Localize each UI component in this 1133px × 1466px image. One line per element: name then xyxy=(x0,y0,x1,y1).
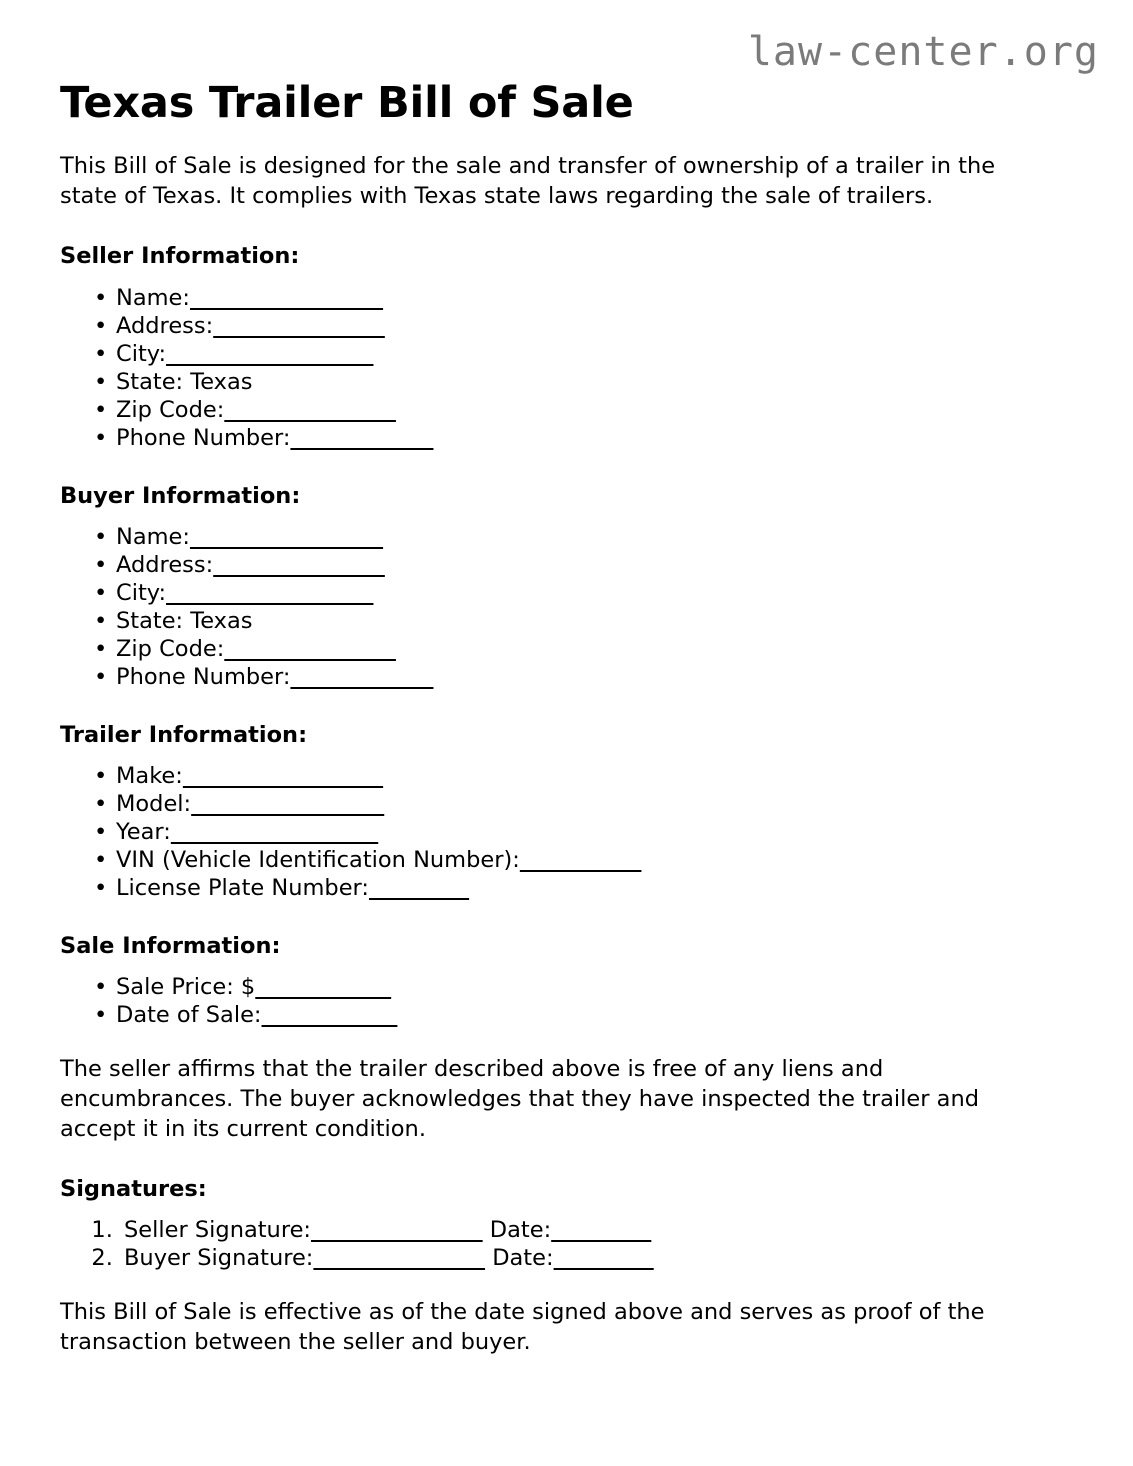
field-row xyxy=(116,523,1073,551)
field-label: Model: xyxy=(116,791,192,818)
field-blank-line[interactable] xyxy=(224,636,396,662)
signature-list xyxy=(60,1216,1073,1272)
affirmation-paragraph: The seller affirms that the trailer described above is free of any liens and encumbrances. The buyer acknowledges that they have inspected the trailer and accept it in its current condition. xyxy=(60,1056,980,1143)
field-blank-line[interactable] xyxy=(290,425,433,451)
field-label: Make: xyxy=(116,763,183,790)
field-row xyxy=(116,818,1073,846)
field-row xyxy=(116,551,1073,579)
field-blank-line[interactable] xyxy=(255,974,391,1000)
signature-row xyxy=(120,1244,1073,1272)
field-blank-line[interactable] xyxy=(369,875,469,901)
field-row xyxy=(116,762,1073,790)
field-label: Date of Sale: xyxy=(116,1002,262,1029)
field-value: Texas xyxy=(183,368,253,395)
signature-row xyxy=(120,1216,1073,1244)
trailer-field-list xyxy=(60,762,1073,902)
field-label: Zip Code: xyxy=(116,396,225,423)
field-label: Year: xyxy=(116,819,171,846)
field-label: Name: xyxy=(116,284,190,311)
field-label: Address: xyxy=(116,312,214,339)
field-row xyxy=(116,396,1073,424)
site-watermark: law-center.org xyxy=(747,29,1099,75)
field-blank-line[interactable] xyxy=(213,313,385,339)
field-row xyxy=(116,340,1073,368)
field-blank-line[interactable] xyxy=(224,397,396,423)
signatures-heading: Signatures: xyxy=(60,1176,207,1203)
signature-date-blank-line[interactable] xyxy=(554,1245,654,1271)
field-blank-line[interactable] xyxy=(166,580,373,606)
signature-blank-line[interactable] xyxy=(311,1217,483,1243)
seller-field-list xyxy=(60,284,1073,452)
field-label: Zip Code: xyxy=(116,635,225,662)
field-blank-line[interactable] xyxy=(171,819,378,845)
signature-blank-line[interactable] xyxy=(313,1245,485,1271)
signature-date-blank-line[interactable] xyxy=(551,1217,651,1243)
field-blank-line[interactable] xyxy=(191,791,384,817)
field-label: Sale Price: $ xyxy=(116,974,256,1001)
field-row xyxy=(116,790,1073,818)
field-row xyxy=(116,424,1073,452)
signature-label: Buyer Signature: xyxy=(124,1245,314,1272)
field-row xyxy=(116,874,1073,902)
field-label: City: xyxy=(116,340,167,367)
field-row xyxy=(116,368,1073,396)
field-row xyxy=(116,846,1073,874)
field-blank-line[interactable] xyxy=(166,341,373,367)
field-value: Texas xyxy=(183,607,253,634)
field-row xyxy=(116,284,1073,312)
field-row xyxy=(116,579,1073,607)
field-label: State: xyxy=(116,368,184,395)
field-blank-line[interactable] xyxy=(213,552,385,578)
field-label: VIN (Vehicle Identification Number): xyxy=(116,847,520,874)
signature-label: Seller Signature: xyxy=(124,1217,311,1244)
signature-date-label: Date: xyxy=(482,1217,552,1244)
sale-information-heading: Sale Information: xyxy=(60,933,281,960)
effective-paragraph: This Bill of Sale is effective as of the date signed above and serves as proof of the transaction between the seller and buyer. xyxy=(60,1299,985,1356)
page-title: Texas Trailer Bill of Sale xyxy=(60,78,634,128)
field-row xyxy=(116,635,1073,663)
field-label: City: xyxy=(116,579,167,606)
signature-date-label: Date: xyxy=(485,1245,554,1272)
field-row xyxy=(116,607,1073,635)
field-row xyxy=(116,663,1073,691)
field-row xyxy=(116,973,1073,1001)
sale-field-list xyxy=(60,973,1073,1029)
trailer-information-heading: Trailer Information: xyxy=(60,721,308,748)
buyer-information-heading: Buyer Information: xyxy=(60,482,301,509)
intro-paragraph: This Bill of Sale is designed for the sale and transfer of ownership of a trailer in the state of Texas. It complies with Texas state laws regarding the sale of trailers. xyxy=(60,153,996,210)
field-label: License Plate Number: xyxy=(116,875,369,902)
field-row xyxy=(116,1001,1073,1029)
field-label: Phone Number: xyxy=(116,424,291,451)
field-blank-line[interactable] xyxy=(190,524,383,550)
field-row xyxy=(116,312,1073,340)
buyer-field-list xyxy=(60,523,1073,691)
field-label: Address: xyxy=(116,551,214,578)
field-blank-line[interactable] xyxy=(183,763,383,789)
field-blank-line[interactable] xyxy=(262,1002,398,1028)
seller-information-heading: Seller Information: xyxy=(60,243,300,270)
field-label: Name: xyxy=(116,523,190,550)
field-blank-line[interactable] xyxy=(190,285,383,311)
field-label: Phone Number: xyxy=(116,663,291,690)
field-blank-line[interactable] xyxy=(290,664,433,690)
field-label: State: xyxy=(116,607,184,634)
field-blank-line[interactable] xyxy=(520,847,642,873)
